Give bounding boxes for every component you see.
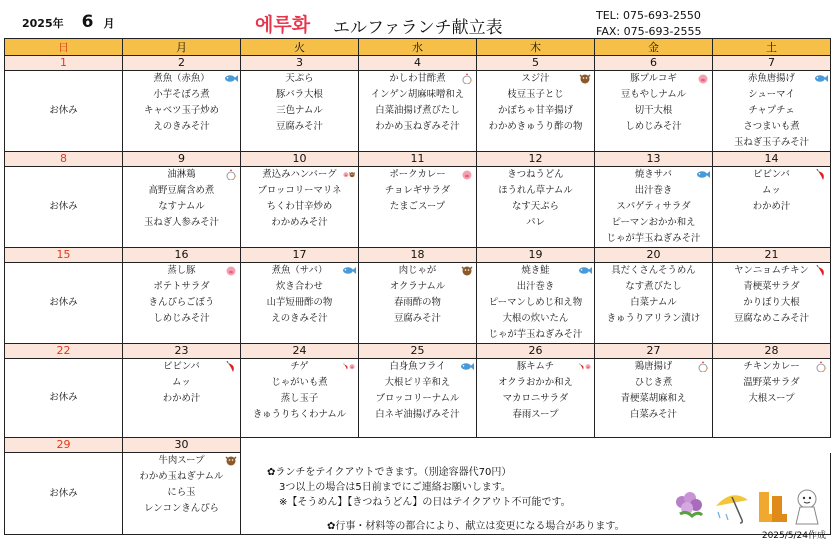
menu-cell xyxy=(477,71,595,152)
dish-item: なす天ぷら xyxy=(512,201,559,212)
dish-item: 具だくさんそうめん xyxy=(611,265,696,276)
weekday-sun: 日 xyxy=(5,39,123,56)
fish-icon xyxy=(578,265,592,276)
closed-cell xyxy=(5,71,123,152)
menu-cell xyxy=(713,359,831,438)
chicken-icon xyxy=(814,361,828,372)
dish-item: ムッ xyxy=(172,377,191,388)
closed-label: お休み xyxy=(49,297,78,308)
restaurant-logo: 에루화 xyxy=(255,14,311,36)
date-cell: 26 xyxy=(477,344,595,359)
dish-item: 煮魚（サバ） xyxy=(271,265,328,276)
weekday-sat: 土 xyxy=(713,39,831,56)
weekday-header-row xyxy=(5,39,831,56)
dish-item: 煮込みハンバーグ xyxy=(262,169,337,180)
menu-cell xyxy=(713,71,831,152)
date-cell: 25 xyxy=(359,344,477,359)
dish-item: なす煮びたし xyxy=(625,281,682,292)
note-line1: ✿ランチをテイクアウトできます。（別途容器代70円） xyxy=(267,467,512,478)
dish-item: 炊き合わせ xyxy=(276,281,323,292)
pork-icon xyxy=(460,169,474,180)
dish-item: 焼き鮭 xyxy=(521,265,550,276)
date-cell: 6 xyxy=(595,56,713,71)
menu-cell xyxy=(123,167,241,248)
dish-item: 煮魚（赤魚） xyxy=(153,73,210,84)
date-cell: 19 xyxy=(477,248,595,263)
menu-row xyxy=(5,453,831,535)
dish-item: 切干大根 xyxy=(634,105,673,116)
date-cell: 16 xyxy=(123,248,241,263)
closed-cell xyxy=(5,167,123,248)
dish-item: なすナムル xyxy=(158,201,205,212)
dish-item: 温野菜サラダ xyxy=(743,377,800,388)
dish-item: 白菜ナムル xyxy=(630,297,677,308)
menu-cell xyxy=(595,71,713,152)
date-row xyxy=(5,248,831,263)
dish-item: 山芋短冊酢の物 xyxy=(266,297,333,308)
dish-item: じゃが芋玉ねぎみそ汁 xyxy=(488,329,583,340)
teru-teru-bozu-icon xyxy=(792,488,822,528)
dish-item: 豚キムチ xyxy=(516,361,555,372)
empty-cell xyxy=(713,438,831,453)
dish-item: 豚バラ大根 xyxy=(276,89,323,100)
beef-icon xyxy=(460,265,474,276)
menu-cell xyxy=(123,71,241,152)
dish-item: 青梗菜胡麻和え xyxy=(620,393,687,404)
dish-item: 大根の炊いたん xyxy=(502,313,569,324)
dish-item: ほうれん草ナムル xyxy=(498,185,573,196)
date-cell: 30 xyxy=(123,438,241,453)
rain-boots-icon xyxy=(756,488,788,526)
dish-item: わかめみそ汁 xyxy=(271,217,328,228)
year-label: 2025年 xyxy=(22,17,64,30)
dish-item: 牛肉スープ xyxy=(158,455,205,466)
empty-cell xyxy=(359,438,477,453)
header-year-month xyxy=(22,12,114,32)
menu-cell xyxy=(359,167,477,248)
weekday-tue: 火 xyxy=(241,39,359,56)
date-cell: 22 xyxy=(5,344,123,359)
umbrella-icon xyxy=(712,488,752,524)
menu-calendar xyxy=(4,38,831,535)
menu-cell xyxy=(713,167,831,248)
dish-item: 豆もやしナムル xyxy=(620,89,687,100)
menu-cell xyxy=(713,263,831,344)
dish-item: たまごスープ xyxy=(389,201,446,212)
date-cell: 18 xyxy=(359,248,477,263)
dish-item: 鶏唐揚げ xyxy=(634,361,673,372)
note-line2: 3つ以上の場合は5日前までにご連絡お願いします。 xyxy=(279,482,511,493)
pork-icon xyxy=(224,265,238,276)
beef-pork-icon xyxy=(342,169,356,180)
weekday-fri: 金 xyxy=(595,39,713,56)
dish-item: きんぴらごぼう xyxy=(148,297,215,308)
chili-icon xyxy=(814,265,828,276)
dish-item: 青梗菜サラダ xyxy=(743,281,800,292)
closed-label: お休み xyxy=(49,105,78,116)
dish-item: レンコンきんぴら xyxy=(144,503,219,514)
date-cell: 9 xyxy=(123,152,241,167)
fish-icon xyxy=(696,169,710,180)
date-cell: 27 xyxy=(595,344,713,359)
date-row xyxy=(5,344,831,359)
menu-cell xyxy=(123,359,241,438)
menu-row xyxy=(5,167,831,248)
dish-item: 高野豆腐含め煮 xyxy=(148,185,215,196)
note-line3: ※【そうめん】【きつねうどん】の日はテイクアウト不可能です。 xyxy=(279,497,571,508)
chicken-icon xyxy=(224,169,238,180)
date-cell: 21 xyxy=(713,248,831,263)
fish-icon xyxy=(342,265,356,276)
dish-item: スパゲティサラダ xyxy=(616,201,691,212)
dish-item: ポテトサラダ xyxy=(153,281,210,292)
date-cell: 23 xyxy=(123,344,241,359)
dish-item: 玉ねぎ人参みそ汁 xyxy=(143,217,219,228)
dish-item: さつまいも煮 xyxy=(743,121,800,132)
date-cell: 8 xyxy=(5,152,123,167)
dish-item: 小芋そぼろ煮 xyxy=(153,89,210,100)
dish-item: きゅうりアリラン漬け xyxy=(606,313,701,324)
month-label: 月 xyxy=(103,17,115,30)
page-title: エルファランチ献立表 xyxy=(333,18,503,38)
chili-icon xyxy=(814,169,828,180)
dish-item: ピーマンしめじ和え物 xyxy=(488,297,583,308)
menu-cell xyxy=(477,359,595,438)
dish-item: 出汁巻き xyxy=(516,281,555,292)
menu-cell xyxy=(241,71,359,152)
chicken-icon xyxy=(460,73,474,84)
menu-row xyxy=(5,71,831,152)
dish-item: スジ汁 xyxy=(521,73,550,84)
dish-item: 蒸し豚 xyxy=(167,265,196,276)
menu-cell xyxy=(241,359,359,438)
dish-item: ビビンバ xyxy=(163,361,200,372)
dish-item: かぼちゃ甘辛揚げ xyxy=(497,105,573,116)
menu-cell xyxy=(477,167,595,248)
closed-cell xyxy=(5,263,123,344)
fish-icon xyxy=(224,73,238,84)
chili-icon xyxy=(224,361,238,372)
flower-icon xyxy=(672,488,706,520)
dish-item: 大根ピリ辛和え xyxy=(384,377,451,388)
menu-cell xyxy=(477,263,595,344)
date-cell: 20 xyxy=(595,248,713,263)
date-cell: 5 xyxy=(477,56,595,71)
dish-item: 春雨スープ xyxy=(512,409,559,420)
date-row xyxy=(5,438,831,453)
dish-item: チキンカレー xyxy=(743,361,800,372)
dish-item: しめじみそ汁 xyxy=(153,313,210,324)
fish-icon xyxy=(814,73,828,84)
closed-cell xyxy=(5,453,123,535)
date-cell: 28 xyxy=(713,344,831,359)
dish-item: 天ぷら xyxy=(285,73,314,84)
dish-item: 三色ナムル xyxy=(276,105,323,116)
month-number: 6 xyxy=(81,12,94,32)
dish-item: わかめきゅうり酢の物 xyxy=(488,121,583,132)
date-cell: 7 xyxy=(713,56,831,71)
dish-item: ピーマンおかか和え xyxy=(611,217,696,228)
dish-item: えのきみそ汁 xyxy=(271,313,328,324)
menu-row xyxy=(5,263,831,344)
chicken-icon xyxy=(696,361,710,372)
weekday-mon: 月 xyxy=(123,39,241,56)
tel-number: TEL: 075-693-2550 xyxy=(596,9,701,22)
menu-cell xyxy=(123,453,241,535)
dish-item: 豆腐みそ汁 xyxy=(276,121,323,132)
dish-item: 白菜油揚げ煮びたし xyxy=(375,105,460,116)
date-cell: 15 xyxy=(5,248,123,263)
dish-item: 白菜みそ汁 xyxy=(630,409,677,420)
fish-icon xyxy=(460,361,474,372)
date-cell: 13 xyxy=(595,152,713,167)
dish-item: わかめ汁 xyxy=(162,393,201,404)
created-date: 2025/5/24作成 xyxy=(761,531,826,541)
closed-cell xyxy=(5,359,123,438)
dish-item: わかめ玉ねぎナムル xyxy=(139,471,224,482)
dish-item: ポークカレー xyxy=(389,169,446,180)
dish-item: ひじき煮 xyxy=(634,377,673,388)
dish-item: わかめ玉ねぎみそ汁 xyxy=(375,121,460,132)
dish-item: 焼きサバ xyxy=(635,169,672,180)
dish-item: オクラおかか和え xyxy=(498,377,573,388)
dish-item: チャプチェ xyxy=(748,105,795,116)
dish-item: ブロッコリーナムル xyxy=(375,393,460,404)
dish-item: 白ネギ油揚げみそ汁 xyxy=(375,409,460,420)
pork-icon xyxy=(696,73,710,84)
dish-item: インゲン胡麻味噌和え xyxy=(370,89,465,100)
menu-cell xyxy=(595,263,713,344)
dish-item: きつねうどん xyxy=(507,169,564,180)
empty-cell xyxy=(241,438,359,453)
empty-cell xyxy=(477,438,595,453)
dish-item: パレ xyxy=(526,217,545,228)
date-cell: 12 xyxy=(477,152,595,167)
pork-chili-icon xyxy=(342,361,356,372)
dish-item: チゲ xyxy=(290,361,309,372)
dish-item: じゃが芋玉ねぎみそ汁 xyxy=(606,233,701,244)
date-cell: 24 xyxy=(241,344,359,359)
dish-item: ムッ xyxy=(762,185,781,196)
dish-item: 玉ねぎ玉子みそ汁 xyxy=(733,137,809,148)
beef-icon xyxy=(578,73,592,84)
dish-item: ビビンバ xyxy=(753,169,790,180)
menu-cell xyxy=(241,167,359,248)
closed-label: お休み xyxy=(49,487,78,499)
menu-cell xyxy=(595,359,713,438)
dish-item: 赤魚唐揚げ xyxy=(748,73,795,84)
dish-item: 出汁巻き xyxy=(634,185,673,196)
empty-cell xyxy=(595,438,713,453)
dish-item: きゅうりちくわナムル xyxy=(252,409,347,420)
dish-item: 肉じゃが xyxy=(398,265,437,276)
menu-cell xyxy=(359,71,477,152)
dish-item: シューマイ xyxy=(748,89,795,100)
menu-row xyxy=(5,359,831,438)
date-row xyxy=(5,56,831,71)
date-cell: 17 xyxy=(241,248,359,263)
menu-cell xyxy=(123,263,241,344)
weekday-thu: 木 xyxy=(477,39,595,56)
closed-label: お休み xyxy=(49,392,78,403)
contact-info xyxy=(596,8,702,40)
dish-item: ちくわ甘辛炒め xyxy=(266,201,333,212)
dish-item: かりぼり大根 xyxy=(743,297,800,308)
dish-item: 白身魚フライ xyxy=(389,361,446,372)
dish-item: わかめ汁 xyxy=(752,201,791,212)
dish-item: チョレギサラダ xyxy=(384,185,451,196)
closed-label: お休み xyxy=(49,201,78,212)
note-line4: ✿行事・材料等の都合により、献立は変更になる場合があります。 xyxy=(327,521,625,532)
dish-item: えのきみそ汁 xyxy=(153,121,210,132)
menu-cell xyxy=(595,167,713,248)
dish-item: 豚プルコギ xyxy=(630,73,677,84)
dish-item: にら玉 xyxy=(167,487,196,498)
dish-item: 油淋鶏 xyxy=(167,169,196,180)
dish-item: 豆腐みそ汁 xyxy=(394,313,441,324)
date-row xyxy=(5,152,831,167)
menu-cell xyxy=(359,263,477,344)
dish-item: 蒸し玉子 xyxy=(280,393,319,404)
beef-icon xyxy=(224,455,238,466)
dish-item: じゃがいも煮 xyxy=(271,377,328,388)
dish-item: 枝豆玉子とじ xyxy=(507,89,564,100)
pork-chili-icon xyxy=(578,361,592,372)
dish-item: 豆腐なめこみそ汁 xyxy=(733,313,809,324)
dish-item: キャベツ玉子炒め xyxy=(143,105,219,116)
menu-cell xyxy=(241,263,359,344)
dish-item: かしわ甘酢煮 xyxy=(389,73,446,84)
dish-item: 春雨酢の物 xyxy=(394,297,441,308)
date-cell: 14 xyxy=(713,152,831,167)
date-cell: 3 xyxy=(241,56,359,71)
date-cell: 4 xyxy=(359,56,477,71)
menu-cell xyxy=(359,359,477,438)
weekday-wed: 水 xyxy=(359,39,477,56)
dish-item: ブロッコリーマリネ xyxy=(257,185,342,196)
dish-item: ヤンニョムチキン xyxy=(734,265,809,276)
date-cell: 1 xyxy=(5,56,123,71)
date-cell: 11 xyxy=(359,152,477,167)
dish-item: マカロニサラダ xyxy=(502,393,569,404)
date-cell: 10 xyxy=(241,152,359,167)
date-cell: 2 xyxy=(123,56,241,71)
date-cell: 29 xyxy=(5,438,123,453)
fax-number: FAX: 075-693-2555 xyxy=(596,25,702,38)
dish-item: 大根スープ xyxy=(748,393,795,404)
dish-item: しめじみそ汁 xyxy=(625,121,682,132)
dish-item: オクラナムル xyxy=(389,281,446,292)
